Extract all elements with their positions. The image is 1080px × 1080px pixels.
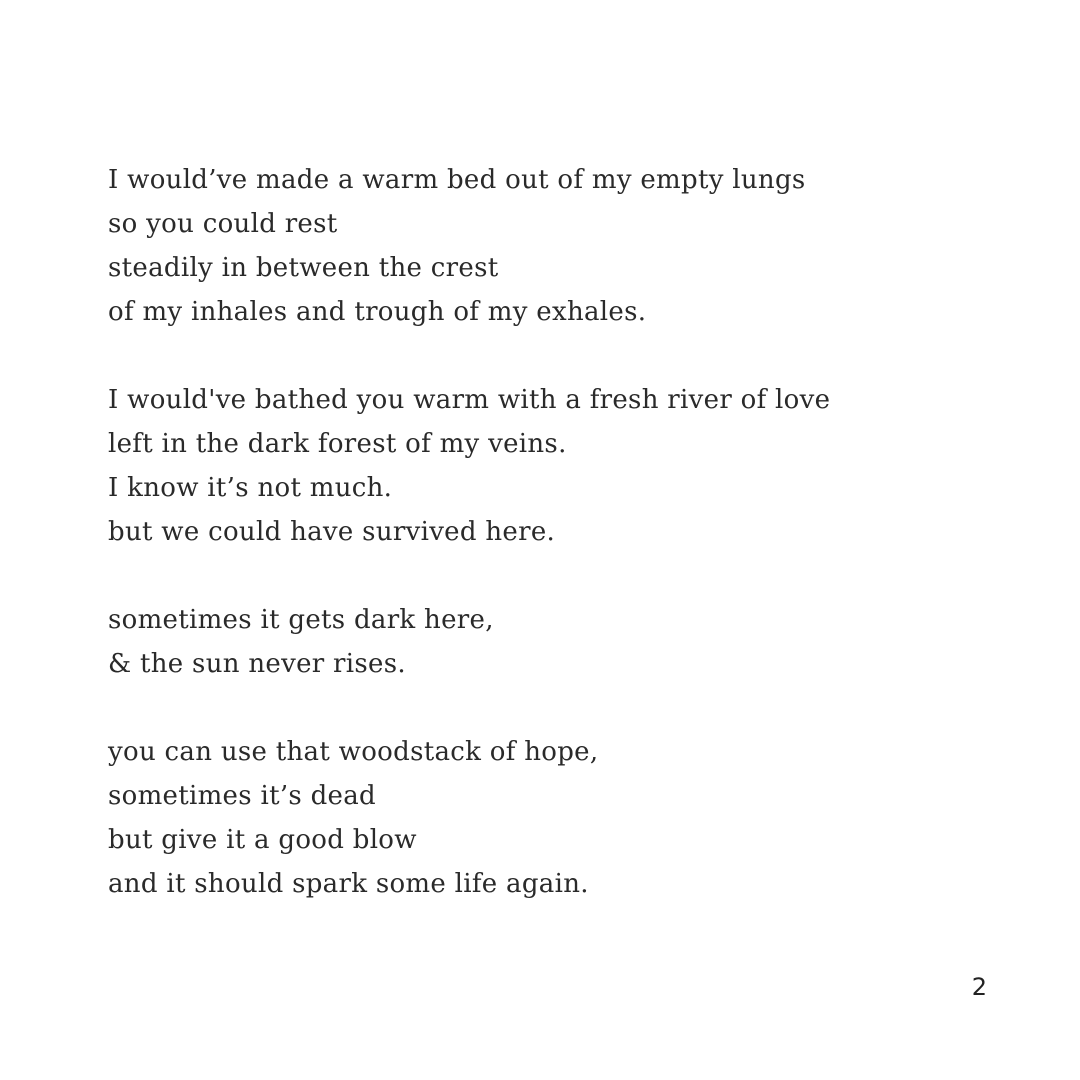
stanza-3	[108, 598, 968, 686]
stanza-2	[108, 378, 968, 554]
poem-line: and it should spark some life again.	[108, 869, 589, 899]
poem-line: sometimes it’s dead	[108, 781, 376, 811]
poem-line: sometimes it gets dark here,	[108, 605, 494, 635]
poem-line: steadily in between the crest	[108, 253, 499, 283]
stanza-1	[108, 158, 968, 334]
poem-line: I would've bathed you warm with a fresh river of love	[108, 385, 831, 415]
poem-line: left in the dark forest of my veins.	[108, 429, 567, 459]
poem	[108, 158, 968, 906]
poem-line: but we could have survived here.	[108, 517, 556, 547]
poem-line: I know it’s not much.	[108, 473, 393, 503]
stanza-4	[108, 730, 968, 906]
poem-line: you can use that woodstack of hope,	[108, 737, 599, 767]
poem-line: & the sun never rises.	[108, 649, 406, 679]
poem-line: of my inhales and trough of my exhales.	[108, 297, 647, 327]
poem-line: but give it a good blow	[108, 825, 417, 855]
page-number: 2	[971, 973, 987, 1001]
poem-line: I would’ve made a warm bed out of my empty lungs	[108, 165, 806, 195]
poem-line: so you could rest	[108, 209, 338, 239]
